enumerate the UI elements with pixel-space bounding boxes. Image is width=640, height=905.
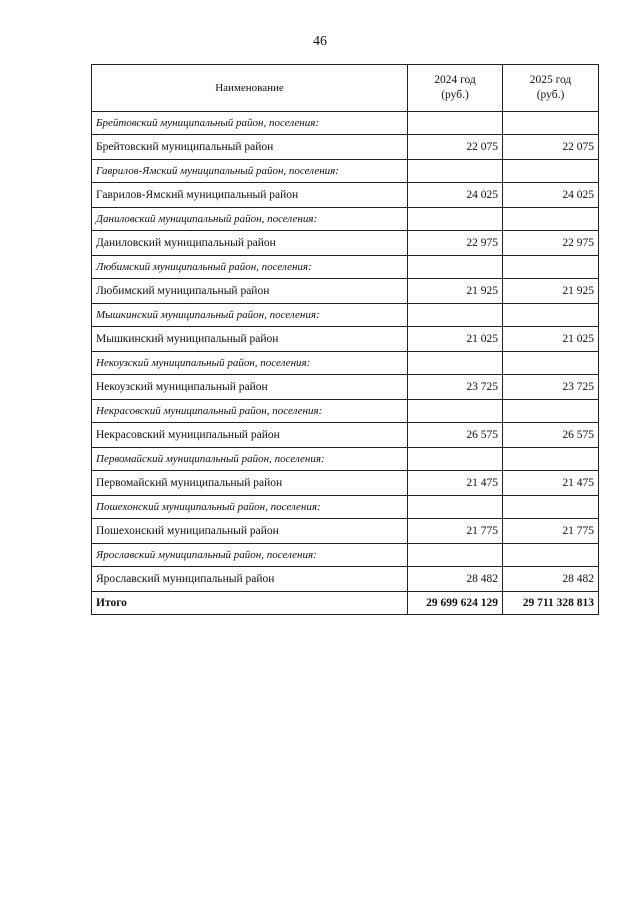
empty-cell [408, 400, 503, 423]
table-subheading-row [92, 400, 599, 423]
subheading-label: Мышкинский муниципальный район, поселения: [92, 304, 408, 327]
value-2025: 21 925 [503, 279, 599, 304]
district-name: Гаврилов-Ямский муниципальный район [92, 183, 408, 208]
column-header-2025 [503, 65, 599, 112]
empty-cell [503, 496, 599, 519]
table-row [92, 279, 599, 304]
empty-cell [503, 304, 599, 327]
empty-cell [503, 400, 599, 423]
district-name: Некоузский муниципальный район [92, 375, 408, 400]
empty-cell [408, 112, 503, 135]
table-row [92, 471, 599, 496]
empty-cell [408, 256, 503, 279]
empty-cell [408, 352, 503, 375]
page-number: 46 [313, 34, 327, 49]
district-name: Мышкинский муниципальный район [92, 327, 408, 352]
value-2025: 22 975 [503, 231, 599, 256]
empty-cell [503, 544, 599, 567]
column-header-name: Наименование [92, 65, 408, 112]
value-2024: 26 575 [408, 423, 503, 448]
column-header-2024-year: 2024 год [434, 74, 476, 86]
table-subheading-row [92, 352, 599, 375]
empty-cell [503, 160, 599, 183]
empty-cell [503, 352, 599, 375]
value-2025: 26 575 [503, 423, 599, 448]
table-row [92, 231, 599, 256]
value-2024: 22 975 [408, 231, 503, 256]
table-row [92, 567, 599, 592]
empty-cell [408, 448, 503, 471]
empty-cell [503, 112, 599, 135]
value-2025: 22 075 [503, 135, 599, 160]
value-2024: 21 925 [408, 279, 503, 304]
table-row [92, 423, 599, 448]
value-2025: 21 475 [503, 471, 599, 496]
table-subheading-row [92, 448, 599, 471]
empty-cell [503, 448, 599, 471]
value-2025: 24 025 [503, 183, 599, 208]
value-2024: 28 482 [408, 567, 503, 592]
table-subheading-row [92, 208, 599, 231]
empty-cell [408, 304, 503, 327]
subheading-label: Даниловский муниципальный район, поселения: [92, 208, 408, 231]
table-row [92, 135, 599, 160]
table-subheading-row [92, 256, 599, 279]
table-row [92, 519, 599, 544]
value-2024: 22 075 [408, 135, 503, 160]
district-name: Брейтовский муниципальный район [92, 135, 408, 160]
value-2024: 21 475 [408, 471, 503, 496]
subheading-label: Некоузский муниципальный район, поселения: [92, 352, 408, 375]
value-2024: 24 025 [408, 183, 503, 208]
subheading-label: Гаврилов-Ямский муниципальный район, поселения: [92, 160, 408, 183]
subheading-label: Первомайский муниципальный район, поселения: [92, 448, 408, 471]
district-name: Пошехонский муниципальный район [92, 519, 408, 544]
district-name: Любимский муниципальный район [92, 279, 408, 304]
table-subheading-row [92, 544, 599, 567]
table-subheading-row [92, 112, 599, 135]
district-name: Первомайский муниципальный район [92, 471, 408, 496]
subheading-label: Брейтовский муниципальный район, поселения: [92, 112, 408, 135]
total-2024: 29 699 624 129 [408, 592, 503, 615]
column-header-2025-unit: (руб.) [536, 89, 565, 101]
value-2024: 21 025 [408, 327, 503, 352]
table-body [92, 112, 599, 592]
subheading-label: Ярославский муниципальный район, поселения: [92, 544, 408, 567]
total-label: Итого [92, 592, 408, 615]
value-2025: 28 482 [503, 567, 599, 592]
total-2025: 29 711 328 813 [503, 592, 599, 615]
empty-cell [408, 544, 503, 567]
value-2025: 21 025 [503, 327, 599, 352]
district-name: Ярославский муниципальный район [92, 567, 408, 592]
subheading-label: Любимский муниципальный район, поселения: [92, 256, 408, 279]
table-row [92, 183, 599, 208]
value-2025: 23 725 [503, 375, 599, 400]
empty-cell [503, 208, 599, 231]
table-subheading-row [92, 304, 599, 327]
column-header-2025-year: 2025 год [529, 74, 572, 86]
budget-table [91, 64, 599, 615]
district-name: Некрасовский муниципальный район [92, 423, 408, 448]
table-subheading-row [92, 496, 599, 519]
value-2025: 21 775 [503, 519, 599, 544]
empty-cell [408, 496, 503, 519]
subheading-label: Некрасовский муниципальный район, поселения: [92, 400, 408, 423]
table-row [92, 327, 599, 352]
district-name: Даниловский муниципальный район [92, 231, 408, 256]
subheading-label: Пошехонский муниципальный район, поселения: [92, 496, 408, 519]
value-2024: 21 775 [408, 519, 503, 544]
column-header-2024-unit: (руб.) [441, 89, 469, 101]
table-header-row [92, 65, 599, 112]
table-subheading-row [92, 160, 599, 183]
value-2024: 23 725 [408, 375, 503, 400]
empty-cell [408, 160, 503, 183]
column-header-2024 [408, 65, 503, 112]
empty-cell [503, 256, 599, 279]
table-row [92, 375, 599, 400]
empty-cell [408, 208, 503, 231]
total-row [92, 592, 599, 615]
